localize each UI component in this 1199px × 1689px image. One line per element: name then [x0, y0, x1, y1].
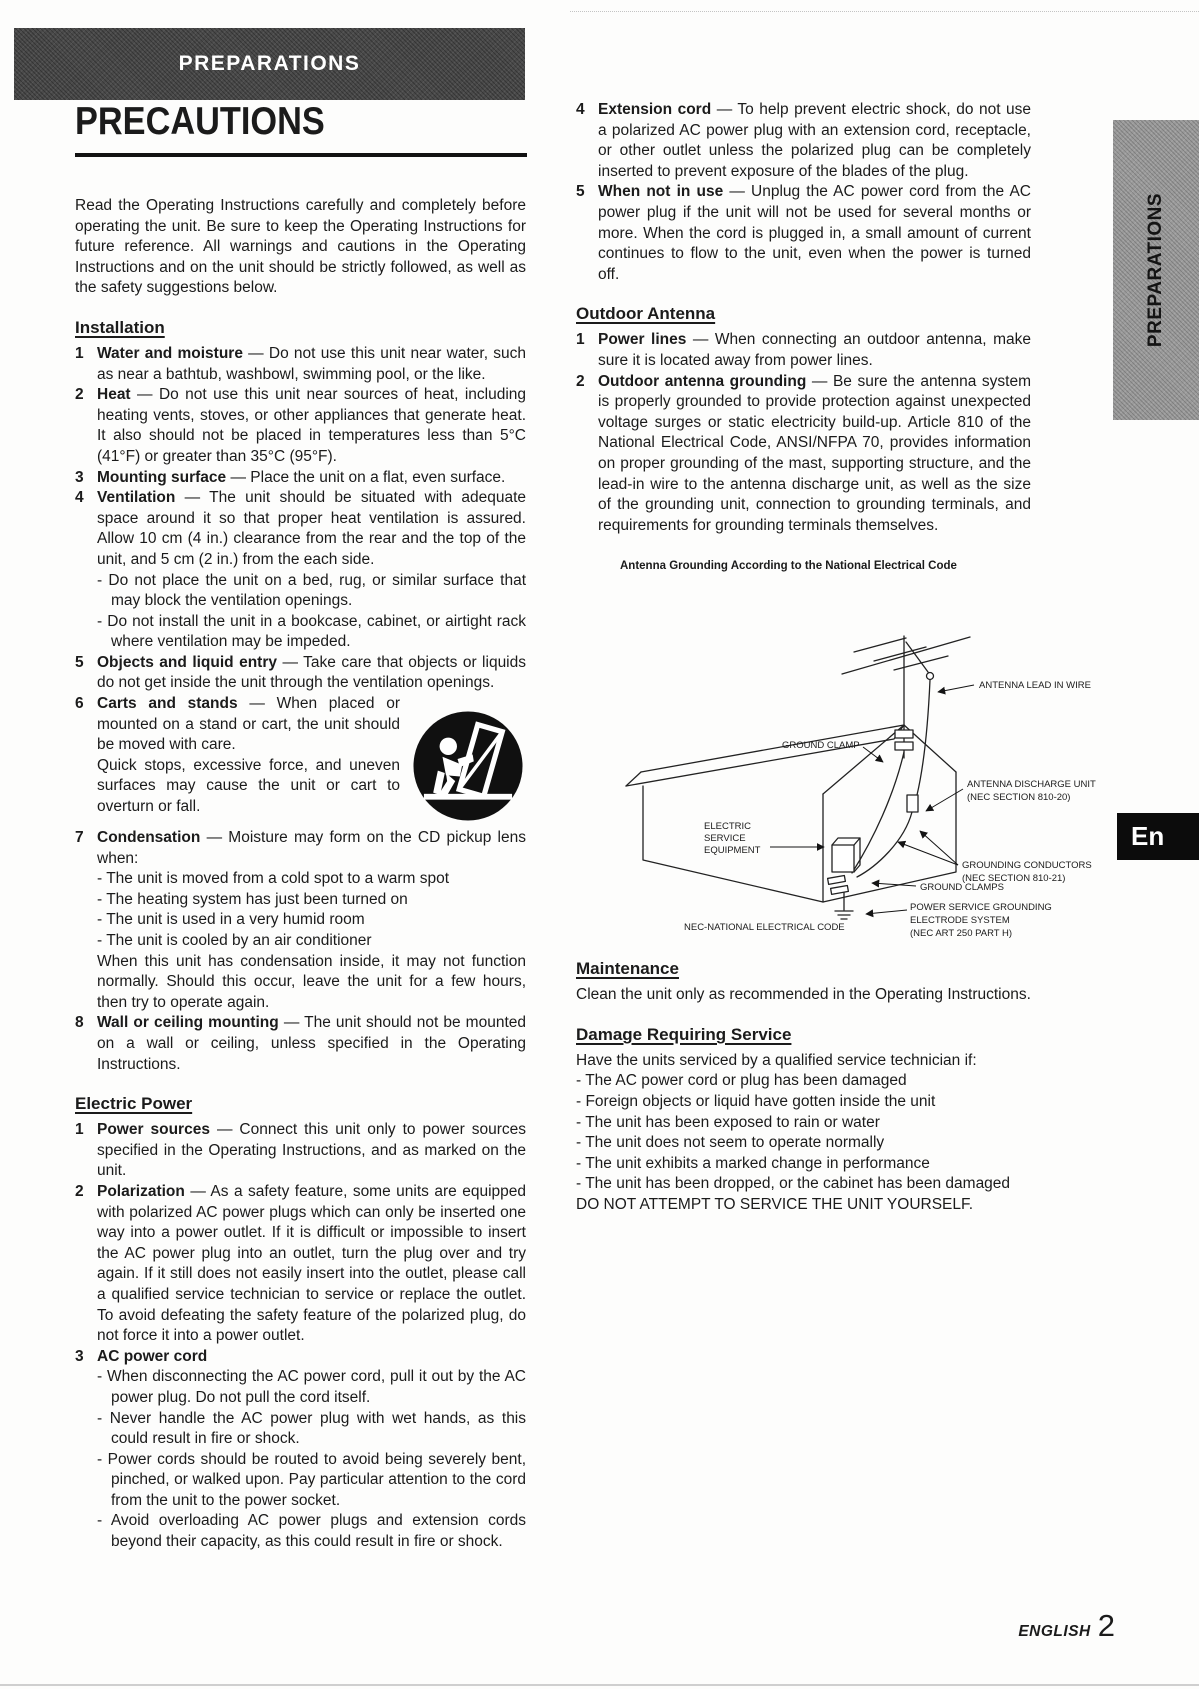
- list-item: [75, 1182, 526, 1347]
- item-text: — Be sure the antenna system is properly grounded to provide protection against unexpected voltage surges or static electricity build-up. Article 810 of the National Electrical Code, ANSI/NFPA 70, provides information on proper grounding of the mast, supporting structure, and the lead-in wire to the antenna discharge unit, as well as the size of the grounding unit, connection to grounding terminals, and requirements for grounding terminals themselves.: [598, 372, 1032, 534]
- list-item: [75, 653, 526, 694]
- item-text: — Place the unit on a flat, even surface.: [230, 468, 506, 486]
- damage-item: - The unit does not seem to operate normally: [576, 1133, 1031, 1154]
- label-electric: ELECTRIC: [704, 821, 751, 833]
- sub-item: - The unit is moved from a cold spot to a warm spot: [97, 869, 526, 890]
- label-antenna-discharge-unit: ANTENNA DISCHARGE UNIT: [967, 779, 1096, 791]
- item-number: 5: [75, 653, 84, 671]
- item-title: Power lines: [598, 331, 687, 349]
- damage-item: - The unit exhibits a marked change in performance: [576, 1154, 1031, 1175]
- list-item: [75, 385, 526, 467]
- ground-clamps-hardware: [828, 876, 849, 895]
- list-item: [75, 468, 526, 489]
- list-item: [75, 488, 526, 653]
- item-text: — To help prevent electric shock, do not use a polarized AC power plug with an extension cord, receptacle, or other outlet unless the polarized plug can be completely inserted to prevent exposure of the blades of the plug.: [598, 101, 1032, 180]
- list-item: [75, 344, 526, 385]
- label-grounding-conductors: GROUNDING CONDUCTORS: [962, 860, 1092, 872]
- item-title: Heat: [97, 386, 131, 404]
- outdoor-antenna-heading: Outdoor Antenna: [576, 304, 716, 324]
- label-nec-art-250: (NEC ART 250 PART H): [910, 928, 1013, 940]
- sub-item: - Do not install the unit in a bookcase, cabinet, or airtight rack where ventilation may be impeded.: [97, 612, 526, 653]
- antenna-grounding-illustration: [576, 580, 1101, 940]
- item-title: Water and moisture: [97, 344, 243, 362]
- item-title: Outdoor antenna grounding: [598, 372, 807, 390]
- list-item: [75, 1120, 526, 1182]
- item-number: 2: [75, 1182, 84, 1200]
- damage-item: - The unit has been dropped, or the cabinet has been damaged: [576, 1174, 1031, 1195]
- right-column: [576, 100, 1096, 1216]
- label-antenna-discharge-unit-nec: (NEC SECTION 810-20): [967, 792, 1071, 804]
- title-rule: [75, 153, 527, 157]
- lead-in-wire: [852, 680, 930, 877]
- maintenance-text: Clean the unit only as recommended in the Operating Instructions.: [576, 986, 1031, 1004]
- damage-item: - The AC power cord or plug has been damaged: [576, 1071, 1031, 1092]
- scan-edge-line: [0, 1684, 1199, 1686]
- label-antenna-lead-in-wire: ANTENNA LEAD IN WIRE: [979, 680, 1091, 692]
- list-item: [576, 372, 1031, 537]
- item-number: 2: [576, 372, 585, 390]
- item-text: — The unit should not be mounted on a wall or ceiling, unless specified in the Operating Instructions.: [97, 1014, 526, 1073]
- sub-item: - Avoid overloading AC power plugs and extension cords beyond their capacity, as this could result in fire or shock.: [97, 1511, 526, 1552]
- scan-artifact-line: [570, 11, 1199, 12]
- damage-item: - Foreign objects or liquid have gotten inside the unit: [576, 1092, 1031, 1113]
- antenna-discharge-unit: [907, 795, 918, 812]
- item-number: 3: [75, 1347, 84, 1365]
- item-number: 7: [75, 829, 84, 847]
- item-title: When not in use: [598, 183, 724, 201]
- damage-warning: DO NOT ATTEMPT TO SERVICE THE UNIT YOURSELF.: [576, 1196, 974, 1214]
- antenna-mast: [842, 636, 970, 758]
- item-text: — Connect this unit only to power sources specified in the Operating Instructions, and as marked on the unit.: [97, 1121, 526, 1180]
- item-number: 8: [75, 1014, 84, 1032]
- label-electrode-system: ELECTRODE SYSTEM: [910, 915, 1010, 927]
- language-badge-label: En: [1131, 821, 1165, 851]
- item-number: 4: [576, 101, 585, 118]
- damage-item: - The unit has been exposed to rain or water: [576, 1113, 1031, 1134]
- item-number: 3: [75, 468, 84, 486]
- item-title: Condensation: [97, 829, 201, 847]
- footer-language: ENGLISH: [1018, 1623, 1091, 1640]
- item-continuation: When this unit has condensation inside, it may not function normally. Should this occur, leave the unit for a few hours, then try to operate again.: [97, 952, 526, 1011]
- item-number: 6: [75, 695, 84, 713]
- item-text: — Moisture may form on the CD pickup lens when:: [97, 829, 526, 867]
- item-number: 1: [576, 331, 585, 349]
- item-title: Extension cord: [598, 101, 712, 118]
- sub-item: - The unit is cooled by an air conditioner: [97, 931, 526, 952]
- footer-page-number: 2: [1097, 1608, 1115, 1643]
- item-text: — Do not use this unit near sources of heat, including heating vents, stoves, or other appliances that generate heat. It also should not be placed in temperatures less than 5°C (41°F) or greater than 35°C (95°F).: [97, 386, 527, 465]
- label-nec-national-electrical-code: NEC-NATIONAL ELECTRICAL CODE: [684, 922, 845, 934]
- page-footer: [1018, 1608, 1115, 1644]
- sub-item: - When disconnecting the AC power cord, pull it out by the AC power plug. Do not pull the cord itself.: [97, 1367, 526, 1408]
- label-service: SERVICE: [704, 833, 746, 845]
- item-title: Power sources: [97, 1121, 210, 1139]
- preparations-side-tab: [1113, 120, 1199, 420]
- list-item: [75, 694, 526, 828]
- item-title: Carts and stands: [97, 695, 238, 713]
- language-badge: [1117, 813, 1199, 860]
- item-text: — Take care that objects or liquids do not get inside the unit through the ventilation openings.: [97, 653, 526, 692]
- house-outline: [626, 725, 956, 902]
- item-number: 4: [75, 489, 84, 507]
- item-text: — The unit should be situated with adequate space around it so that proper heat ventilation is assured. Allow 10 cm (4 in.) clearance from the rear and the top of the unit, and 5 cm (2 in.) from the each side.: [97, 489, 527, 568]
- item-text: — Unplug the AC power cord from the AC power plug if the unit will not be used for several months or more. When the cord is plugged in, a small amount of current continues to flow to the unit, even when the power is turned off.: [598, 183, 1032, 283]
- diagram-title: Antenna Grounding According to the National Electrical Code: [620, 560, 957, 573]
- sub-item: - The heating system has just been turned on: [97, 890, 526, 911]
- left-column: [75, 196, 526, 1553]
- label-equipment: EQUIPMENT: [704, 845, 761, 857]
- damage-lead: Have the units serviced by a qualified service technician if:: [576, 1051, 977, 1069]
- page-title: PRECAUTIONS: [75, 100, 325, 143]
- item-title: Ventilation: [97, 489, 176, 507]
- sub-item: - Power cords should be routed to avoid being severely bent, pinched, or walked upon. Pay particular attention to the cord from the unit to the power socket.: [97, 1450, 526, 1512]
- item-title: Wall or ceiling mounting: [97, 1014, 279, 1032]
- item-continuation: Quick stops, excessive force, and uneven surfaces may cause the unit or cart to overturn or fall.: [97, 756, 400, 816]
- list-item: [75, 828, 526, 1013]
- damage-requiring-service-heading: Damage Requiring Service: [576, 1024, 792, 1044]
- leader-lines: [770, 685, 974, 914]
- diagram-labels: [684, 680, 1096, 939]
- item-number: 1: [75, 1121, 84, 1139]
- item-text: — When placed or mounted on a stand or cart, the unit should be moved with care.: [97, 695, 400, 754]
- intro-paragraph: Read the Operating Instructions carefully and completely before operating the unit. Be sure to keep the Operating Instructions for future reference. All warnings and cautions in the Operating Instructions and on the unit should be strictly followed, as well as the safety suggestions below.: [75, 197, 526, 297]
- grounding-electrode: [835, 893, 853, 919]
- installation-heading: Installation: [75, 317, 165, 337]
- item-title: Mounting surface: [97, 468, 227, 486]
- item-title: AC power cord: [97, 1347, 208, 1365]
- label-ground-clamps: GROUND CLAMPS: [920, 882, 1004, 894]
- label-grounding-conductors-nec: (NEC SECTION 810-21): [962, 873, 1066, 885]
- list-item: [75, 1347, 526, 1553]
- electric-power-heading: Electric Power: [75, 1094, 193, 1114]
- sub-item: - Never handle the AC power plug with wet hands, as this could result in fire or shock.: [97, 1409, 526, 1450]
- sub-item: - The unit is used in a very humid room: [97, 910, 526, 931]
- banner-label: PREPARATIONS: [178, 52, 361, 75]
- list-item: [576, 330, 1031, 371]
- item-text: — Do not use this unit near water, such as near a bathtub, washbowl, swimming pool, or the like.: [97, 344, 526, 383]
- item-number: 5: [576, 183, 585, 201]
- maintenance-heading: Maintenance: [576, 959, 679, 979]
- item-title: Objects and liquid entry: [97, 653, 277, 671]
- item-text: — When connecting an outdoor antenna, make sure it is located away from power lines.: [598, 331, 1031, 369]
- item-number: 1: [75, 344, 84, 362]
- side-tab-label: PREPARATIONS: [1145, 192, 1166, 348]
- antenna-grounding-diagram: [576, 560, 1096, 940]
- item-title: Polarization: [97, 1182, 185, 1200]
- label-ground-clamp: GROUND CLAMP: [782, 740, 860, 752]
- list-item: [576, 182, 1031, 285]
- label-power-service-grounding: POWER SERVICE GROUNDING: [910, 902, 1052, 914]
- carts-warning-icon: [410, 708, 526, 824]
- item-text: — As a safety feature, some units are equipped with polarized AC power plugs which can only be inserted one way into a power outlet. If it is difficult or impossible to insert the AC power plug into an outlet, turn the plug over and try again. If it still does not easily insert into the outlet, please call a qualified service technician to service or replace the outlet. To avoid defeating the safety feature of the polarized plug, do not force it into a power outlet.: [97, 1182, 526, 1345]
- list-item: [576, 100, 1031, 182]
- item-number: 2: [75, 386, 84, 404]
- section-banner: [14, 28, 525, 100]
- sub-item: - Do not place the unit on a bed, rug, or similar surface that may block the ventilation openings.: [97, 571, 526, 612]
- list-item: [75, 1013, 526, 1075]
